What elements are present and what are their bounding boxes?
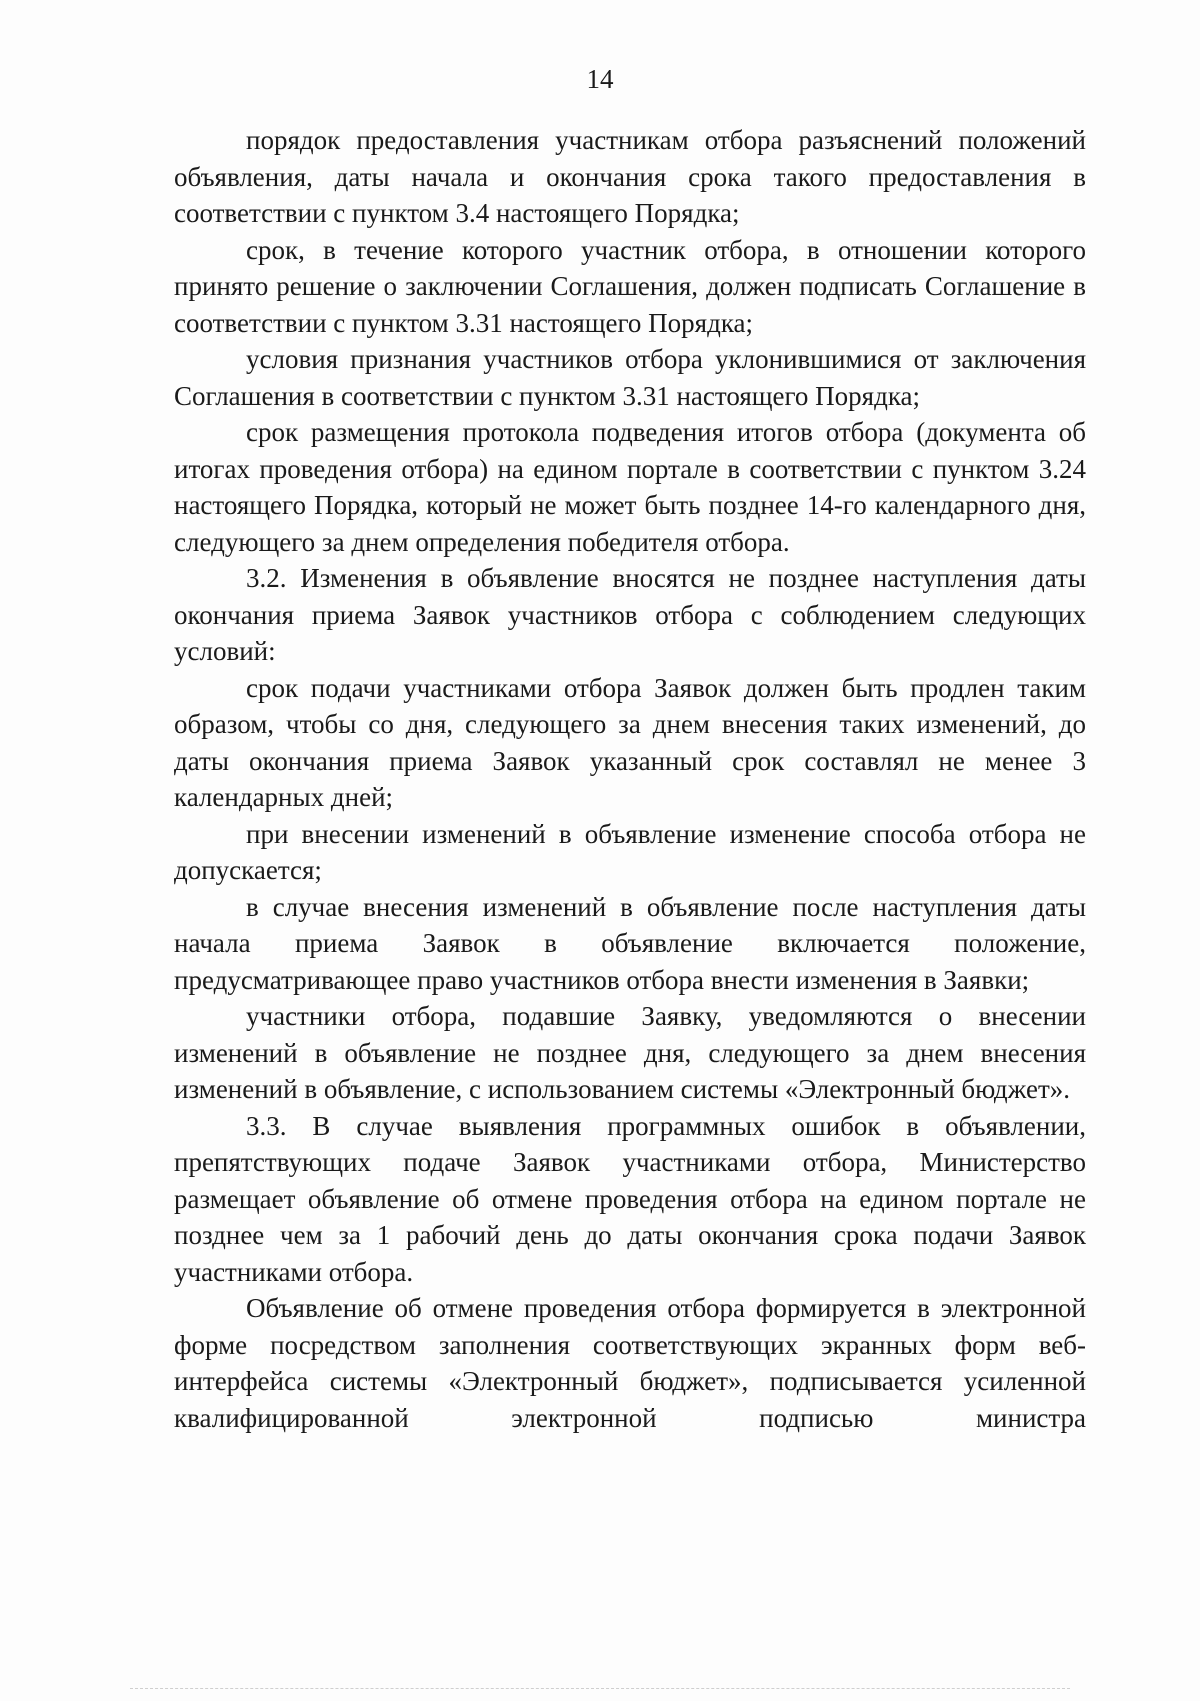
paragraph-clarifications-procedure: порядок предоставления участникам отбора разъяснений положений объявления, даты начала и окончания срока такого предоставления в соответствии с пунктом 3.4 настоящего Порядка; — [174, 125, 1086, 228]
page-number: 14 — [586, 64, 614, 94]
paragraph-agreement-signing-term: срок, в течение которого участник отбора, в отношении которого принято решение о заключении Соглашения, должен подписать Соглашение в соответствии с пунктом 3.31 настоящего Порядка; — [174, 234, 1086, 338]
paragraph-evasion-conditions: условия признания участников отбора уклонившимися от заключения Соглашения в соответствии с пунктом 3.31 настоящего Порядка; — [174, 344, 1086, 411]
paragraph-section-3-2: 3.2. Изменения в объявление вносятся не позднее наступления даты окончания приема Заявок участников отбора с соблюдением следующих условий: — [174, 563, 1086, 666]
paragraph-protocol-publication-term: срок размещения протокола подведения итогов отбора (документа об итогах проведения отбора) на едином портале в соответствии с пунктом 3.24 настоящего Порядка, который не может быть позднее 14-го календарного дня, следующего за днем определения победителя отбора. — [174, 417, 1086, 557]
page-bottom-edge — [130, 1688, 1070, 1689]
paragraph-method-change-prohibited: при внесении изменений в объявление изменение способа отбора не допускается; — [174, 818, 1086, 885]
paragraph-participants-notification: участники отбора, подавшие Заявку, уведомляются о внесении изменений в объявление не позднее дня, следующего за днем внесения изменений в объявление, с использованием системы «Электронный бюджет». — [174, 1001, 1086, 1104]
paragraph-submission-extension: срок подачи участниками отбора Заявок должен быть продлен таким образом, чтобы со дня, следующего за днем внесения таких изменений, до даты окончания приема Заявок указанный срок составлял не менее 3 календарных дней; — [174, 672, 1086, 812]
paragraph-section-3-3: 3.3. В случае выявления программных ошибок в объявлении, препятствующих подаче Заявок участниками отбора, Министерство размещает объявление об отмене проведения отбора на едином портале не позднее чем за 1 рабочий день до даты окончания срока подачи Заявок участниками отбора. — [174, 1110, 1086, 1287]
paragraph-cancellation-announcement: Объявление об отмене проведения отбора формируется в электронной форме посредством заполнения соответствующих экранных форм веб-интерфейса системы «Электронный бюджет», подписывается усиленной квалифицированной электронной подписью министра — [174, 1293, 1086, 1433]
paragraph-application-changes-right: в случае внесения изменений в объявление после наступления даты начала приема Заявок в объявление включается положение, предусматривающее право участников отбора внести изменения в Заявки; — [174, 891, 1086, 995]
document-body — [174, 122, 1086, 1436]
